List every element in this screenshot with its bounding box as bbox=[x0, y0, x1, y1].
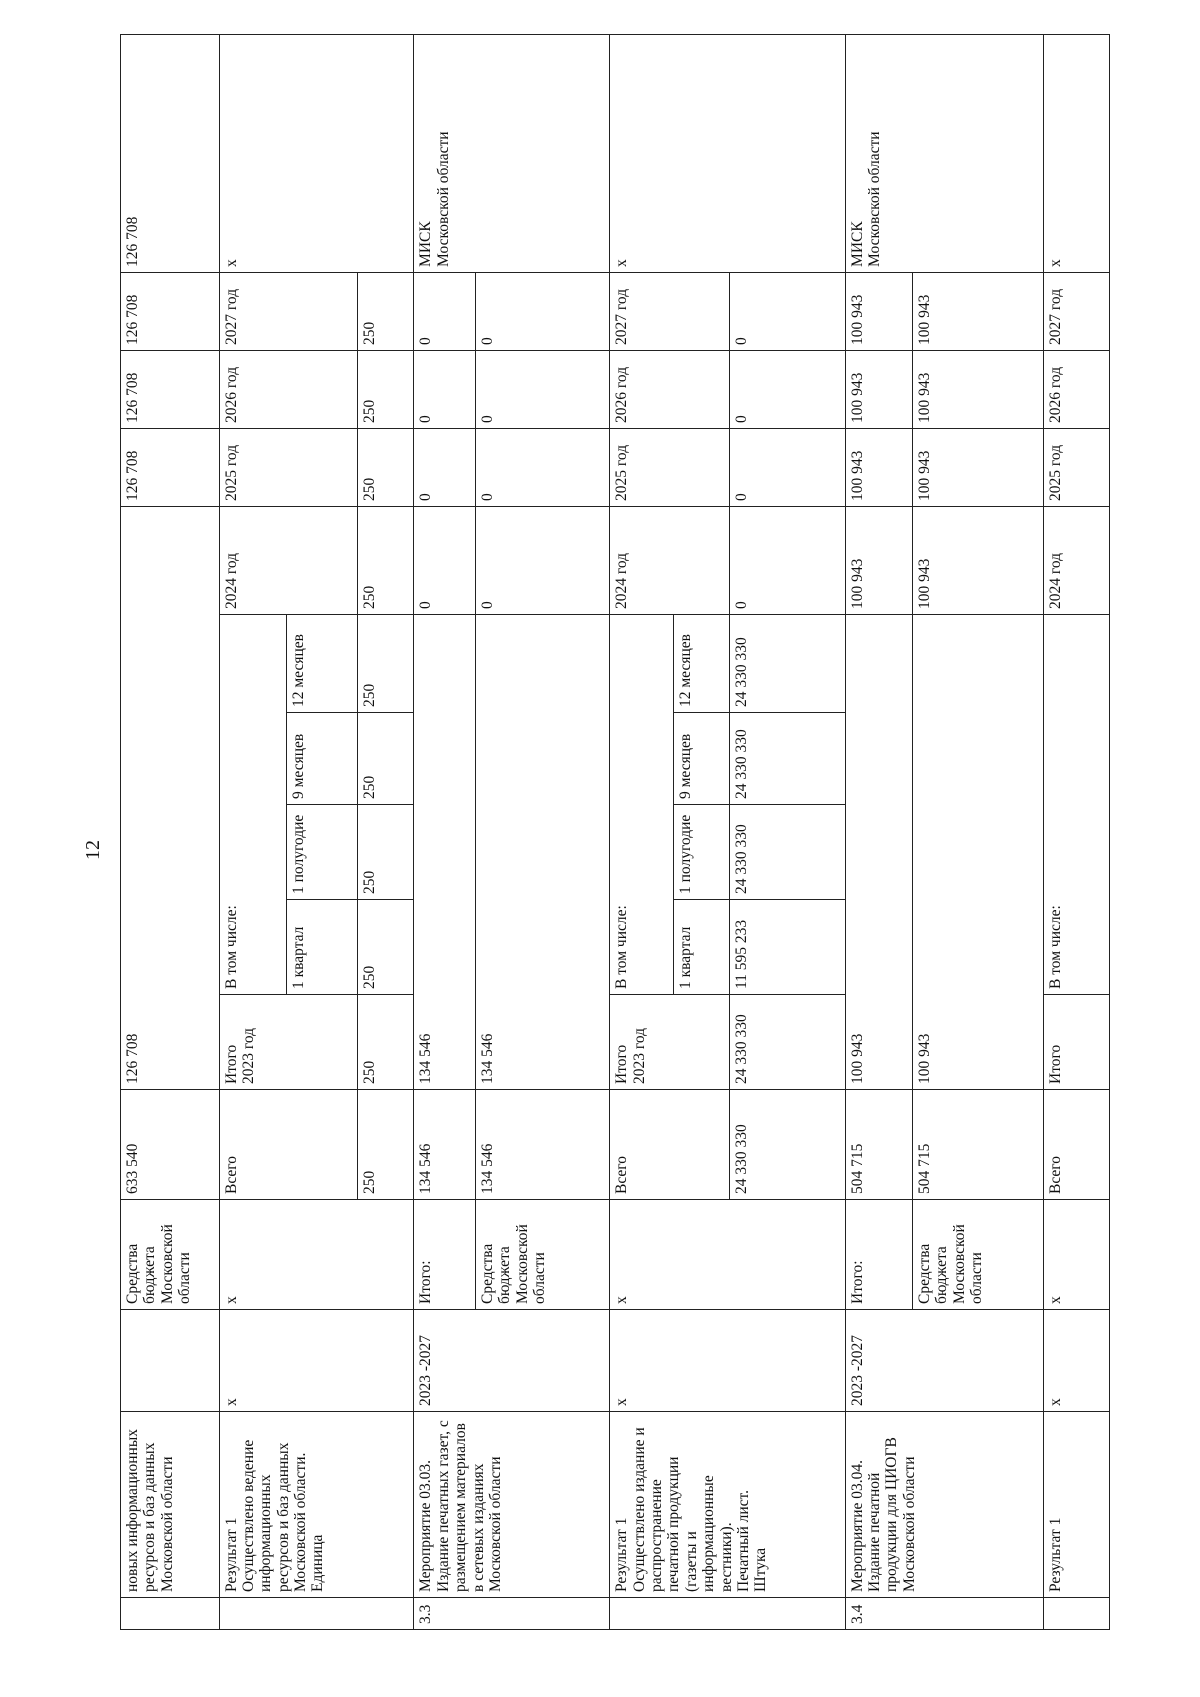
program-activities-table bbox=[120, 34, 1110, 1630]
value-2025: 250 bbox=[358, 428, 414, 506]
value-2023: 134 546 bbox=[414, 615, 476, 1090]
period-cell: x bbox=[610, 1310, 845, 1412]
header-q2: 1 полугодие bbox=[286, 805, 358, 900]
value-2024: 0 bbox=[414, 506, 476, 614]
row-number-cell bbox=[219, 1598, 414, 1630]
value-2026: 100 943 bbox=[912, 350, 1043, 428]
total-value: 134 546 bbox=[476, 1090, 610, 1200]
table-row bbox=[845, 34, 912, 1629]
header-total: Всего bbox=[219, 1090, 358, 1200]
row-number-cell: 3.3 bbox=[414, 1598, 610, 1630]
total-value: 504 715 bbox=[912, 1090, 1043, 1200]
row-number-cell bbox=[1043, 1598, 1109, 1630]
value-2023: 100 943 bbox=[912, 615, 1043, 1090]
value-total: 250 bbox=[358, 1090, 414, 1200]
header-q1: 1 квартал bbox=[286, 900, 358, 995]
funding-source: Средства бюджета Московской области bbox=[912, 1200, 1043, 1310]
value-q4: 250 bbox=[358, 615, 414, 713]
header-itogo: Итого 2023 год bbox=[610, 995, 730, 1090]
value-2025: 0 bbox=[476, 428, 610, 506]
value-2024: 0 bbox=[730, 506, 845, 614]
funding-source: Средства бюджета Московской области bbox=[121, 1200, 220, 1310]
value-2023: 100 943 bbox=[845, 615, 912, 1090]
value-2024: 100 943 bbox=[845, 506, 912, 614]
result-description: Результат 1 Осуществлено ведение информационных ресурсов и баз данных Московской области. Единица bbox=[219, 1412, 414, 1598]
value-2027: 0 bbox=[730, 272, 845, 350]
row-number-cell bbox=[610, 1598, 845, 1630]
period-cell: 2023 -2027 bbox=[845, 1310, 1043, 1412]
table-row bbox=[414, 34, 476, 1629]
header-total: Всего bbox=[1043, 1090, 1109, 1200]
value-q3: 250 bbox=[358, 713, 414, 805]
total-value: 504 715 bbox=[845, 1090, 912, 1200]
value-2026: 0 bbox=[730, 350, 845, 428]
value-2026: 126 708 bbox=[121, 272, 220, 350]
funding-source: Итого: bbox=[414, 1200, 476, 1310]
header-2027: 2027 год bbox=[610, 272, 730, 350]
header-2025: 2025 год bbox=[1043, 428, 1109, 506]
period-cell: 2023 -2027 bbox=[414, 1310, 610, 1412]
result-description: Результат 1 bbox=[1043, 1412, 1109, 1598]
value-2023: 24 330 330 bbox=[730, 995, 845, 1090]
value-q2: 24 330 330 bbox=[730, 805, 845, 900]
value-q1: 250 bbox=[358, 900, 414, 995]
value-q4: 24 330 330 bbox=[730, 615, 845, 713]
value-2024: 0 bbox=[476, 506, 610, 614]
header-2024: 2024 год bbox=[1043, 506, 1109, 614]
header-2026: 2026 год bbox=[219, 350, 358, 428]
rotated-table-sheet bbox=[120, 35, 1110, 1630]
value-2027: 250 bbox=[358, 272, 414, 350]
value-2027: 0 bbox=[414, 272, 476, 350]
period-cell: x bbox=[1043, 1310, 1109, 1412]
funding-source: Итого: bbox=[845, 1200, 912, 1310]
header-2025: 2025 год bbox=[610, 428, 730, 506]
value-2025: 126 708 bbox=[121, 350, 220, 428]
activity-description: новых информационных ресурсов и баз данных Московской области bbox=[121, 1412, 220, 1598]
table-row bbox=[121, 34, 220, 1629]
value-2023: 126 708 bbox=[121, 506, 220, 1089]
funding-source: x bbox=[610, 1200, 845, 1310]
header-q4: 12 месяцев bbox=[286, 615, 358, 713]
row-number-cell bbox=[121, 1598, 220, 1630]
executor-cell: x bbox=[610, 34, 845, 272]
value-2027: 100 943 bbox=[845, 272, 912, 350]
row-number-cell: 3.4 bbox=[845, 1598, 1043, 1630]
executor-cell: МИСК Московской области bbox=[414, 34, 610, 272]
header-2026: 2026 год bbox=[1043, 350, 1109, 428]
funding-source: Средства бюджета Московской области bbox=[476, 1200, 610, 1310]
executor-cell: МИСК Московской области bbox=[845, 34, 1043, 272]
executor-cell: x bbox=[1043, 34, 1109, 272]
value-2024: 250 bbox=[358, 506, 414, 614]
value-2026: 250 bbox=[358, 350, 414, 428]
header-including: В том числе: bbox=[610, 615, 674, 995]
value-2023: 250 bbox=[358, 995, 414, 1090]
value-2024: 126 708 bbox=[121, 428, 220, 506]
result-description: Результат 1 Осуществлено издание и распространение печатной продукции (газеты и информационные вестники). Печатный лист. Штука bbox=[610, 1412, 845, 1598]
value-2023: 134 546 bbox=[476, 615, 610, 1090]
value-2025: 0 bbox=[730, 428, 845, 506]
header-2025: 2025 год bbox=[219, 428, 358, 506]
period-cell bbox=[121, 1310, 220, 1412]
activity-description: Мероприятие 03.03. Издание печатных газет, с размещением материалов в сетевых изданиях Московской области bbox=[414, 1412, 610, 1598]
value-q3: 24 330 330 bbox=[730, 713, 845, 805]
total-value: 134 546 bbox=[414, 1090, 476, 1200]
funding-source: x bbox=[219, 1200, 414, 1310]
table-row bbox=[219, 34, 286, 1629]
total-value: 633 540 bbox=[121, 1090, 220, 1200]
header-itogo: Итого bbox=[1043, 995, 1109, 1090]
header-2027: 2027 год bbox=[1043, 272, 1109, 350]
header-2024: 2024 год bbox=[219, 506, 358, 614]
header-q4: 12 месяцев bbox=[674, 615, 730, 713]
value-2025: 100 943 bbox=[912, 428, 1043, 506]
value-2026: 100 943 bbox=[845, 350, 912, 428]
period-cell: x bbox=[219, 1310, 414, 1412]
header-including: В том числе: bbox=[219, 615, 286, 995]
header-total: Всего bbox=[610, 1090, 730, 1200]
activity-description: Мероприятие 03.04. Издание печатной продукции для ЦИОГВ Московской области bbox=[845, 1412, 1043, 1598]
value-total: 24 330 330 bbox=[730, 1090, 845, 1200]
value-2025: 0 bbox=[414, 428, 476, 506]
value-2024: 100 943 bbox=[912, 506, 1043, 614]
table-row bbox=[1043, 34, 1109, 1629]
header-itogo: Итого 2023 год bbox=[219, 995, 358, 1090]
table-row bbox=[610, 34, 674, 1629]
value-2025: 100 943 bbox=[845, 428, 912, 506]
value-q2: 250 bbox=[358, 805, 414, 900]
header-2026: 2026 год bbox=[610, 350, 730, 428]
value-2026: 0 bbox=[414, 350, 476, 428]
value-q1: 11 595 233 bbox=[730, 900, 845, 995]
header-2024: 2024 год bbox=[610, 506, 730, 614]
header-including: В том числе: bbox=[1043, 615, 1109, 995]
value-2027: 126 708 bbox=[121, 34, 220, 272]
value-2027: 0 bbox=[476, 272, 610, 350]
header-q3: 9 месяцев bbox=[286, 713, 358, 805]
executor-cell: x bbox=[219, 34, 414, 272]
value-2027: 100 943 bbox=[912, 272, 1043, 350]
header-2027: 2027 год bbox=[219, 272, 358, 350]
page-number: 12 bbox=[82, 840, 104, 860]
value-2026: 0 bbox=[476, 350, 610, 428]
header-q2: 1 полугодие bbox=[674, 805, 730, 900]
header-q3: 9 месяцев bbox=[674, 713, 730, 805]
funding-source: x bbox=[1043, 1200, 1109, 1310]
header-q1: 1 квартал bbox=[674, 900, 730, 995]
